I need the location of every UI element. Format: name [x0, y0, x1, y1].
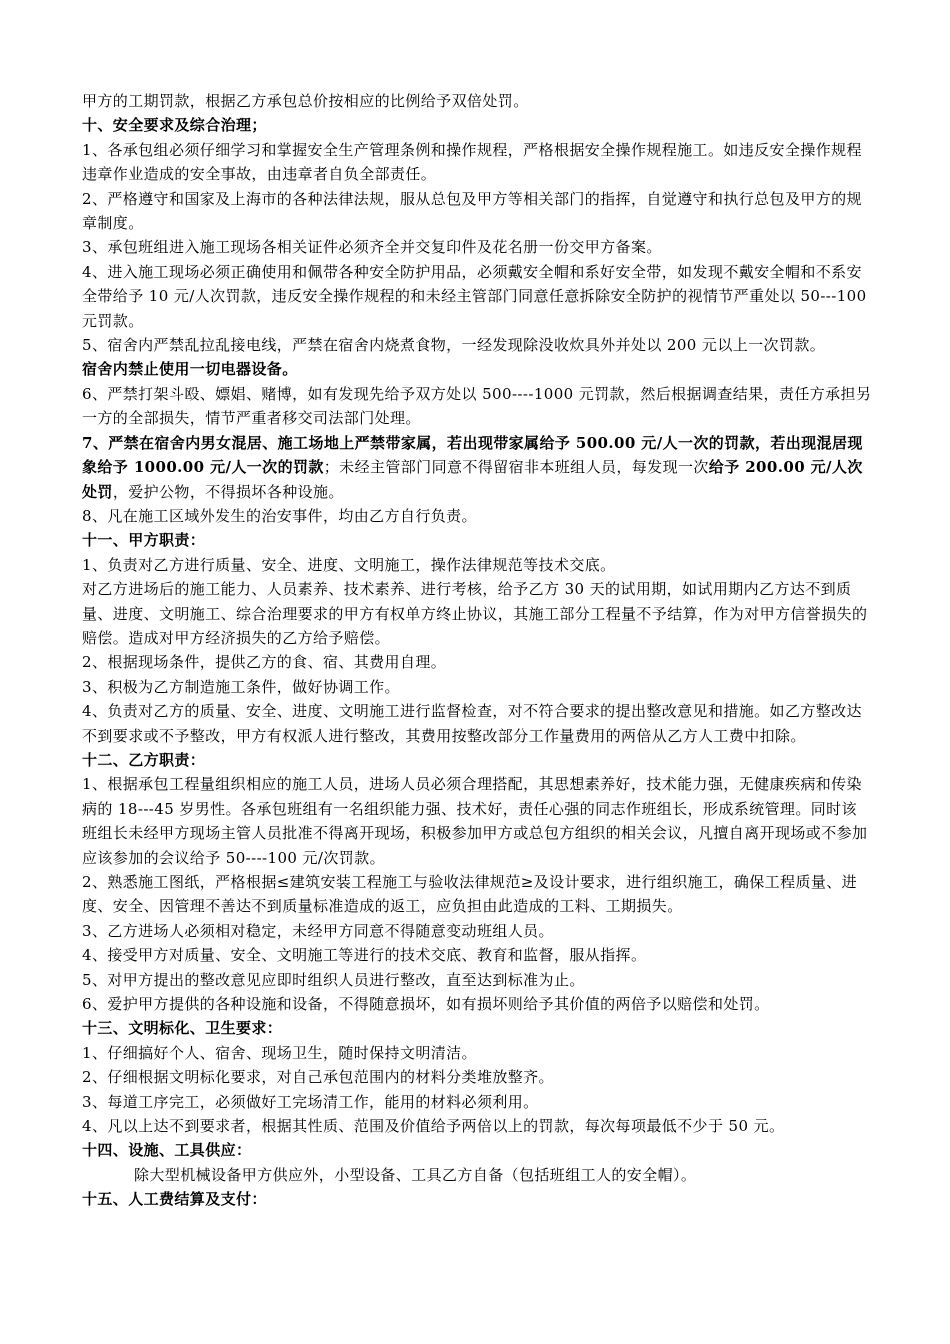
section-heading: 十三、文明标化、卫生要求：	[82, 1019, 283, 1038]
paragraph: 3、乙方进场人必须相对稳定，未经甲方同意不得随意变动班组人员。	[82, 921, 554, 940]
document-body	[82, 89, 872, 1212]
paragraph: 6、爱护甲方提供的各种设施和设备，不得随意损坏，如有损坏则给予其价值的两倍予以赔偿和处罚。	[82, 995, 770, 1014]
bold-text: 给予 200.00 元/人次处罚	[82, 458, 863, 501]
paragraph	[82, 431, 872, 504]
text-run: ，爱护公物，不得损坏各种设施。	[112, 482, 344, 501]
paragraph: 3、每道工序完工，必须做好工完场清工作，能用的材料必须利用。	[82, 1092, 539, 1111]
paragraph: 4、进入施工现场必须正确使用和佩带各种安全防护用品，必须戴安全帽和系好安全带，如发现不戴安全帽和不系安全带给予 10 元/人次罚款，违反安全操作规程的和未经主管部门同意任意拆除安全防护的视情节严重处以 50---100 元罚款。	[82, 262, 867, 330]
paragraph: 6、严禁打架斗殴、嫖娼、赌博，如有发现先给予双方处以 500----1000 元罚款，然后根据调查结果，责任方承担另一方的全部损失，情节严重者移交司法部门处理。	[82, 384, 872, 428]
paragraph: 4、接受甲方对质量、安全、文明施工等进行的技术交底、教育和监督，服从指挥。	[82, 946, 647, 965]
text-run: ；未经主管部门同意不得留宿非本班组人员，每发现一次	[323, 458, 709, 477]
bold-text: 7、严禁在宿舍内男女混居、施工场地上严禁带家属，若出现带家属给予 500.00 元/人一次的罚款，若出现混居现象给予 1000.00 元/人一次的罚款	[82, 433, 863, 477]
paragraph: 8、凡在施工区域外发生的治安事件，均由乙方自行负责。	[82, 506, 477, 525]
paragraph: 甲方的工期罚款，根据乙方承包总价按相应的比例给予双倍处罚。	[82, 92, 529, 110]
section-heading: 十五、人工费结算及支付：	[82, 1190, 267, 1209]
paragraph: 1、负责对乙方进行质量、安全、进度、文明施工，操作法律规范等技术交底。	[82, 555, 616, 574]
paragraph: 1、各承包组必须仔细学习和掌握安全生产管理条例和操作规程，严格根据安全操作规程施工。如违反安全操作规程违章作业造成的安全事故，由违章者自负全部责任。	[82, 140, 862, 184]
paragraph: 对乙方进场后的施工能力、人员素养、技术素养、进行考核，给予乙方 30 天的试用期，如试用期内乙方达不到质量、进度、文明施工、综合治理要求的甲方有权单方终止协议，其施工部分工程量不予结算，作为对甲方信誉损失的赔偿。造成对甲方经济损失的乙方给予赔偿。	[82, 580, 868, 647]
paragraph: 除大型机械设备甲方供应外，小型设备、工具乙方自备（包括班组工人的安全帽）。	[134, 1165, 697, 1184]
paragraph: 3、积极为乙方制造施工条件，做好协调工作。	[82, 677, 400, 696]
paragraph: 2、严格遵守和国家及上海市的各种法律法规，服从总包及甲方等相关部门的指挥，自觉遵守和执行总包及甲方的规章制度。	[82, 189, 862, 233]
paragraph: 2、仔细根据文明标化要求，对自己承包范围内的材料分类堆放整齐。	[82, 1068, 554, 1087]
paragraph: 1、根据承包工程量组织相应的施工人员，进场人员必须合理搭配，其思想素养好，技术能力强，无健康疾病和传染病的 18---45 岁男性。各承包班组有一名组织能力强、技术好，责任心强的同志作班组长，形成系统管理。同时该班组长未经甲方现场主管人员批准不得离开现场，积极参加甲方或总包方组织的相关会议，凡擅自离开现场或不参加应该参加的会议给予 50----100 元/次罚款。	[82, 775, 868, 867]
paragraph: 5、宿舍内严禁乱拉乱接电线，严禁在宿舍内烧煮食物，一经发现除没收炊具外并处以 200 元以上一次罚款。	[82, 336, 826, 355]
paragraph: 2、熟悉施工图纸，严格根据≤建筑安装工程施工与验收法律规范≥及设计要求，进行组织施工，确保工程质量、进度、安全、因管理不善达不到质量标准造成的返工，应负担由此造成的工料、工期损失。	[82, 873, 858, 916]
section-heading: 宿舍内禁止使用一切电器设备。	[82, 360, 298, 379]
paragraph: 2、根据现场条件，提供乙方的食、宿、其费用自理。	[82, 653, 447, 672]
paragraph: 5、对甲方提出的整改意见应即时组织人员进行整改，直至达到标准为止。	[82, 970, 585, 989]
section-heading: 十一、甲方职责：	[82, 531, 206, 550]
section-heading: 十四、设施、工具供应：	[82, 1141, 252, 1160]
section-heading: 十、安全要求及综合治理；	[82, 116, 267, 135]
section-heading: 十二、乙方职责：	[82, 750, 206, 769]
paragraph: 4、凡以上达不到要求者，根据其性质、范围及价值给予两倍以上的罚款，每次每项最低不少于 50 元。	[82, 1117, 785, 1136]
paragraph: 3、承包班组进入施工现场各相关证件必须齐全并交复印件及花名册一份交甲方备案。	[82, 238, 662, 257]
paragraph: 4、负责对乙方的质量、安全、进度、文明施工进行监督检查，对不符合要求的提出整改意见和措施。如乙方整改达不到要求或不予整改，甲方有权派人进行整改，其费用按整改部分工作量费用的两倍从乙方人工费中扣除。	[82, 702, 862, 745]
paragraph: 1、仔细搞好个人、宿舍、现场卫生，随时保持文明清洁。	[82, 1043, 477, 1062]
